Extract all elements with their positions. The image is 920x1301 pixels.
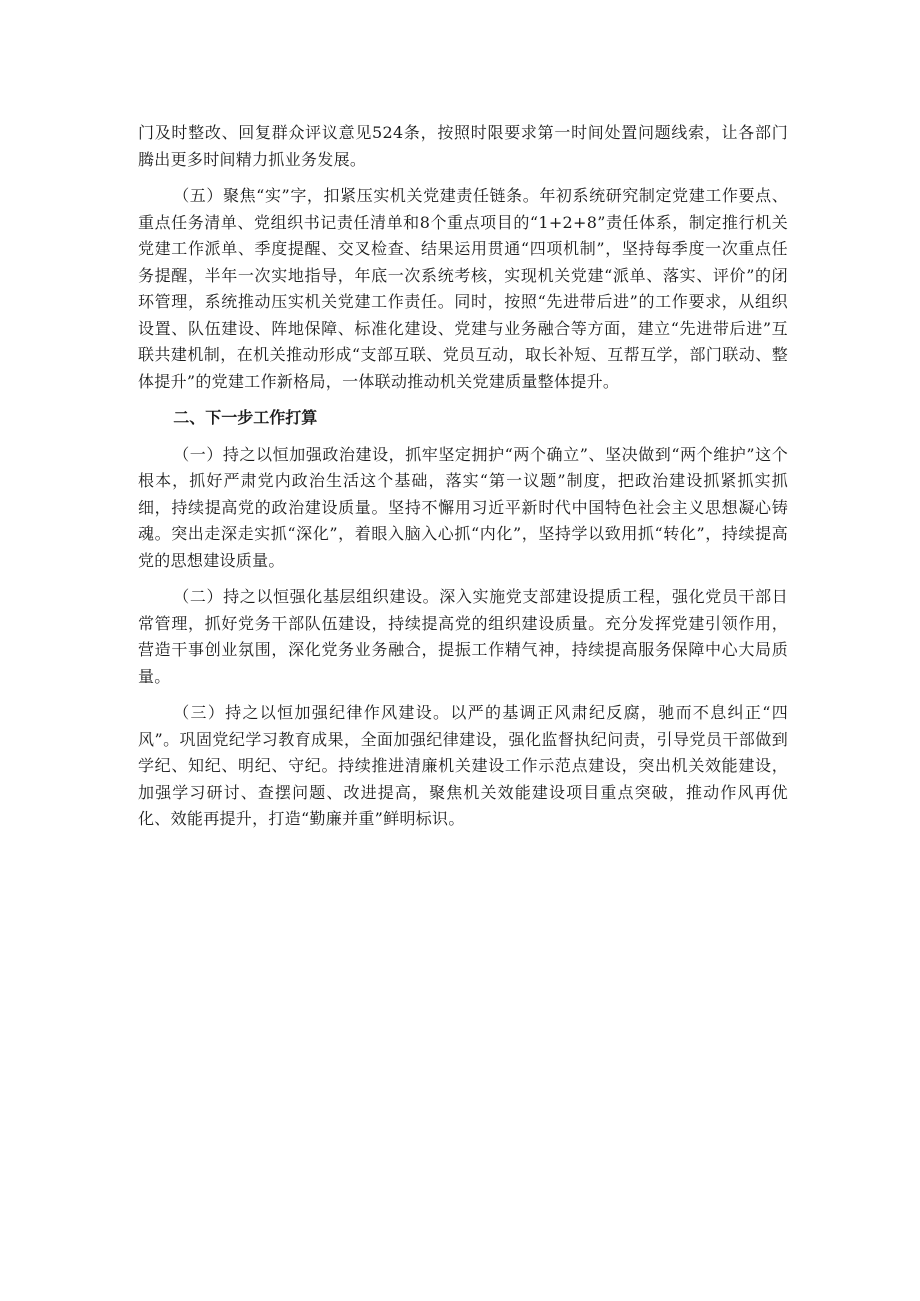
document-page <box>138 120 788 833</box>
paragraph-organization-building: （二）持之以恒强化基层组织建设。深入实施党支部建设提质工程，强化党员干部日常管理，抓好党务干部队伍建设，持续提高党的组织建设质量。充分发挥党建引领作用，营造干事创业氛围，深化党务业务融合，提振工作精气神，持续提高服务保障中心大局质量。 <box>138 587 788 686</box>
paragraph-continuation: 门及时整改、回复群众评议意见524条，按照时限要求第一时间处置问题线索，让各部门腾出更多时间精力抓业务发展。 <box>138 123 788 169</box>
paragraph-discipline-building: （三）持之以恒加强纪律作风建设。以严的基调正风肃纪反腐，驰而不息纠正“四风”。巩固党纪学习教育成果，全面加强纪律建设，强化监督执纪问责，引导党员干部做到学纪、知纪、明纪、守纪。持续推进清廉机关建设工作示范点建设，突出机关效能建设，加强学习研讨、查摆问题、改进提高，聚焦机关效能建设项目重点突破，推动作风再优化、效能再提升，打造“勤廉并重”鲜明标识。 <box>138 703 788 828</box>
section-heading-next-steps: 二、下一步工作打算 <box>173 408 318 427</box>
paragraph-section-five: （五）聚焦“实”字，扣紧压实机关党建责任链条。年初系统研究制定党建工作要点、重点任务清单、党组织书记责任清单和8个重点项目的“1+2+8”责任体系，制定推行机关党建工作派单、季度提醒、交叉检查、结果运用贯通“四项机制”，坚持每季度一次重点任务提醒，半年一次实地指导，年底一次系统考核，实现机关党建“派单、落实、评价”的闭环管理，系统推动压实机关党建工作责任。同时，按照“先进带后进”的工作要求，从组织设置、队伍建设、阵地保障、标准化建设、党建与业务融合等方面，建立“先进带后进”互联共建机制，在机关推动形成“支部互联、党员互动，取长补短、互帮互学，部门联动、整体提升”的党建工作新格局，一体联动推动机关党建质量整体提升。 <box>138 186 788 391</box>
paragraph-political-building: （一）持之以恒加强政治建设，抓牢坚定拥护“两个确立”、坚决做到“两个维护”这个根本，抓好严肃党内政治生活这个基础，落实“第一议题”制度，把政治建设抓紧抓实抓细，持续提高党的政治建设质量。坚持不懈用习近平新时代中国特色社会主义思想凝心铸魂。突出走深走实抓“深化”，着眼入脑入心抓“内化”，坚持学以致用抓“转化”，持续提高党的思想建设质量。 <box>138 444 788 570</box>
